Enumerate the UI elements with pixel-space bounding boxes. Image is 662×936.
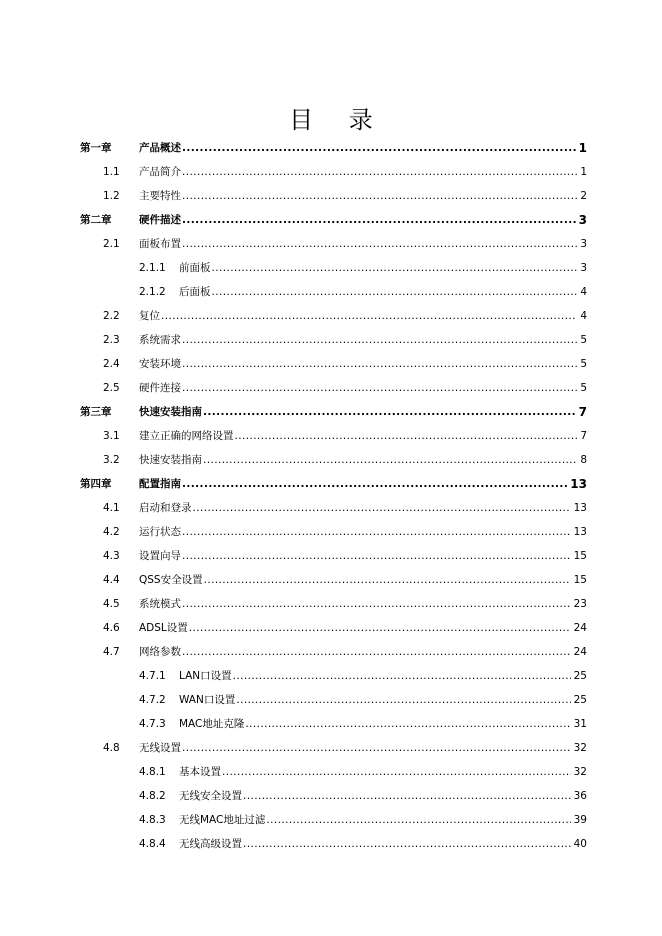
toc-entry-leader — [179, 286, 577, 299]
toc-section-entry[interactable] — [0, 739, 662, 755]
dot-leader — [182, 478, 567, 491]
toc-entry-leader — [139, 310, 577, 323]
dot-leader — [182, 238, 577, 251]
toc-section-entry[interactable] — [0, 427, 662, 443]
toc-entry-title: 前面板 — [179, 262, 211, 274]
toc-entry-page-number: 5 — [580, 358, 587, 370]
dot-leader — [182, 214, 576, 227]
toc-entry-number: 4.7.1 — [139, 670, 166, 682]
toc-entry-leader — [179, 718, 571, 731]
toc-entry-page-number: 5 — [580, 382, 587, 394]
toc-entry-title: 运行状态 — [139, 526, 181, 538]
page-title: 目 录 — [289, 106, 387, 134]
toc-entry-number: 4.1 — [103, 502, 120, 514]
toc-entry-number: 第三章 — [80, 406, 112, 418]
toc-entry-leader — [139, 502, 571, 515]
toc-entry-leader — [139, 166, 577, 179]
toc-subsection-entry[interactable] — [0, 667, 662, 683]
toc-section-entry[interactable] — [0, 547, 662, 563]
toc-entry-title: 复位 — [139, 310, 160, 322]
toc-subsection-entry[interactable] — [0, 835, 662, 851]
toc-entry-number: 2.5 — [103, 382, 120, 394]
toc-entry-page-number: 1 — [580, 166, 587, 178]
toc-entry-title: 无线设置 — [139, 742, 181, 754]
toc-entry-title: 无线安全设置 — [179, 790, 242, 802]
toc-entry-leader — [179, 790, 571, 803]
toc-chapter-entry[interactable] — [0, 211, 662, 227]
toc-entry-title: 产品概述 — [139, 142, 181, 154]
toc-entry-page-number: 24 — [573, 622, 587, 634]
toc-entry-page-number: 1 — [578, 141, 587, 155]
toc-entry-title: 无线MAC地址过滤 — [179, 814, 266, 826]
toc-entry-page-number: 5 — [580, 334, 587, 346]
dot-leader — [222, 766, 571, 779]
toc-entry-number: 4.7.3 — [139, 718, 166, 730]
dot-leader — [203, 406, 576, 419]
toc-entry-number: 第二章 — [80, 214, 112, 226]
toc-entry-number: 第一章 — [80, 142, 112, 154]
toc-entry-page-number: 3 — [580, 238, 587, 250]
dot-leader — [182, 526, 571, 539]
toc-subsection-entry[interactable] — [0, 811, 662, 827]
toc-entry-leader — [139, 334, 577, 347]
toc-entry-page-number: 15 — [573, 550, 587, 562]
dot-leader — [243, 790, 571, 803]
toc-section-entry[interactable] — [0, 523, 662, 539]
toc-entry-page-number: 7 — [578, 405, 587, 419]
toc-entry-page-number: 8 — [580, 454, 587, 466]
toc-entry-number: 4.8.3 — [139, 814, 166, 826]
toc-entry-number: 3.1 — [103, 430, 120, 442]
toc-entry-number: 4.8.4 — [139, 838, 166, 850]
toc-entry-leader — [139, 646, 571, 659]
toc-entry-leader — [139, 238, 577, 251]
dot-leader — [182, 334, 577, 347]
toc-entry-page-number: 31 — [573, 718, 587, 730]
toc-entry-page-number: 39 — [573, 814, 587, 826]
dot-leader — [182, 166, 577, 179]
toc-entry-number: 第四章 — [80, 478, 112, 490]
toc-entry-title: 硬件描述 — [139, 214, 181, 226]
dot-leader — [204, 574, 571, 587]
toc-entry-title: QSS安全设置 — [139, 574, 203, 586]
dot-leader — [182, 598, 571, 611]
toc-entry-number: 1.2 — [103, 190, 120, 202]
toc-entry-number: 2.3 — [103, 334, 120, 346]
dot-leader — [212, 262, 578, 275]
toc-entry-page-number: 25 — [573, 694, 587, 706]
toc-entry-title: 系统需求 — [139, 334, 181, 346]
toc-section-entry[interactable] — [0, 307, 662, 323]
toc-entry-leader — [179, 262, 577, 275]
toc-entry-number: 2.4 — [103, 358, 120, 370]
dot-leader — [182, 142, 576, 155]
toc-subsection-entry[interactable] — [0, 715, 662, 731]
toc-entry-page-number: 40 — [573, 838, 587, 850]
toc-entry-title: 建立正确的网络设置 — [139, 430, 234, 442]
toc-entry-title: 系统模式 — [139, 598, 181, 610]
toc-entry-number: 4.6 — [103, 622, 120, 634]
toc-entry-page-number: 3 — [580, 262, 587, 274]
toc-entry-number: 4.7 — [103, 646, 120, 658]
toc-entry-leader — [139, 574, 571, 587]
toc-entry-title: 设置向导 — [139, 550, 181, 562]
toc-entry-leader — [139, 430, 577, 443]
toc-entry-page-number: 13 — [570, 477, 587, 491]
toc-entry-title: 配置指南 — [139, 478, 181, 490]
dot-leader — [161, 310, 577, 323]
dot-leader — [182, 742, 571, 755]
toc-entry-leader — [139, 406, 576, 419]
toc-section-entry[interactable] — [0, 379, 662, 395]
toc-entry-title: 无线高级设置 — [179, 838, 242, 850]
toc-subsection-entry[interactable] — [0, 787, 662, 803]
toc-entry-number: 1.1 — [103, 166, 120, 178]
toc-entry-leader — [139, 142, 576, 155]
toc-entry-title: 网络参数 — [139, 646, 181, 658]
toc-entry-page-number: 13 — [573, 526, 587, 538]
toc-section-entry[interactable] — [0, 187, 662, 203]
toc-entry-leader — [139, 214, 576, 227]
toc-section-entry[interactable] — [0, 235, 662, 251]
toc-entry-leader — [139, 382, 577, 395]
dot-leader — [182, 358, 577, 371]
dot-leader — [236, 694, 570, 707]
toc-section-entry[interactable] — [0, 451, 662, 467]
toc-entry-leader — [179, 694, 571, 707]
dot-leader — [266, 814, 570, 827]
toc-entry-number: 3.2 — [103, 454, 120, 466]
toc-entry-number: 2.1.1 — [139, 262, 166, 274]
toc-entry-title: 后面板 — [179, 286, 211, 298]
dot-leader — [182, 646, 571, 659]
toc-entry-leader — [139, 526, 571, 539]
toc-entry-number: 4.8.2 — [139, 790, 166, 802]
dot-leader — [182, 190, 577, 203]
toc-entry-page-number: 2 — [580, 190, 587, 202]
toc-entry-page-number: 23 — [573, 598, 587, 610]
toc-subsection-entry[interactable] — [0, 259, 662, 275]
dot-leader — [189, 622, 571, 635]
toc-entry-number: 2.1 — [103, 238, 120, 250]
toc-entry-title: 快速安装指南 — [139, 406, 202, 418]
toc-entry-page-number: 7 — [580, 430, 587, 442]
toc-entry-number: 4.3 — [103, 550, 120, 562]
toc-entry-number: 4.4 — [103, 574, 120, 586]
toc-entry-number: 4.2 — [103, 526, 120, 538]
toc-entry-title: MAC地址克隆 — [179, 718, 245, 730]
toc-entry-title: 基本设置 — [179, 766, 221, 778]
toc-entry-page-number: 25 — [573, 670, 587, 682]
toc-entry-page-number: 36 — [573, 790, 587, 802]
toc-entry-title: 硬件连接 — [139, 382, 181, 394]
dot-leader — [193, 502, 571, 515]
toc-entry-leader — [139, 598, 571, 611]
dot-leader — [212, 286, 578, 299]
dot-leader — [182, 550, 571, 563]
toc-entry-page-number: 3 — [578, 213, 587, 227]
toc-entry-title: 面板布置 — [139, 238, 181, 250]
dot-leader — [245, 718, 570, 731]
toc-entry-leader — [139, 190, 577, 203]
toc-entry-number: 4.8 — [103, 742, 120, 754]
toc-entry-leader — [139, 478, 567, 491]
dot-leader — [235, 430, 578, 443]
toc-entry-title: 快速安装指南 — [139, 454, 202, 466]
toc-entry-page-number: 4 — [580, 310, 587, 322]
toc-entry-page-number: 13 — [573, 502, 587, 514]
toc-section-entry[interactable] — [0, 595, 662, 611]
toc-entry-page-number: 32 — [573, 742, 587, 754]
toc-chapter-entry[interactable] — [0, 139, 662, 155]
toc-entry-leader — [179, 814, 571, 827]
toc-chapter-entry[interactable] — [0, 475, 662, 491]
toc-entry-title: 产品简介 — [139, 166, 181, 178]
toc-section-entry[interactable] — [0, 643, 662, 659]
toc-entry-page-number: 15 — [573, 574, 587, 586]
toc-section-entry[interactable] — [0, 571, 662, 587]
toc-subsection-entry[interactable] — [0, 691, 662, 707]
toc-entry-page-number: 32 — [573, 766, 587, 778]
toc-section-entry[interactable] — [0, 163, 662, 179]
toc-entry-page-number: 24 — [573, 646, 587, 658]
toc-subsection-entry[interactable] — [0, 283, 662, 299]
toc-entry-leader — [139, 358, 577, 371]
toc-entry-leader — [179, 670, 571, 683]
toc-entry-leader — [179, 838, 571, 851]
toc-section-entry[interactable] — [0, 355, 662, 371]
toc-entry-leader — [139, 622, 571, 635]
dot-leader — [182, 382, 577, 395]
toc-entry-number: 4.5 — [103, 598, 120, 610]
toc-entry-title: ADSL设置 — [139, 622, 188, 634]
toc-entry-leader — [139, 550, 571, 563]
toc-entry-title: WAN口设置 — [179, 694, 236, 706]
toc-entry-page-number: 4 — [580, 286, 587, 298]
dot-leader — [233, 670, 571, 683]
toc-entry-number: 2.2 — [103, 310, 120, 322]
toc-section-entry[interactable] — [0, 331, 662, 347]
toc-entry-title: 主要特性 — [139, 190, 181, 202]
toc-entry-title: 启动和登录 — [139, 502, 192, 514]
toc-entry-number: 4.8.1 — [139, 766, 166, 778]
toc-entry-leader — [179, 766, 571, 779]
dot-leader — [243, 838, 571, 851]
toc-subsection-entry[interactable] — [0, 763, 662, 779]
toc-entry-number: 4.7.2 — [139, 694, 166, 706]
toc-section-entry[interactable] — [0, 619, 662, 635]
dot-leader — [203, 454, 577, 467]
toc-entry-leader — [139, 454, 577, 467]
toc-entry-leader — [139, 742, 571, 755]
toc-entry-title: LAN口设置 — [179, 670, 232, 682]
toc-entry-title: 安装环境 — [139, 358, 181, 370]
toc-entry-number: 2.1.2 — [139, 286, 166, 298]
toc-section-entry[interactable] — [0, 499, 662, 515]
toc-chapter-entry[interactable] — [0, 403, 662, 419]
